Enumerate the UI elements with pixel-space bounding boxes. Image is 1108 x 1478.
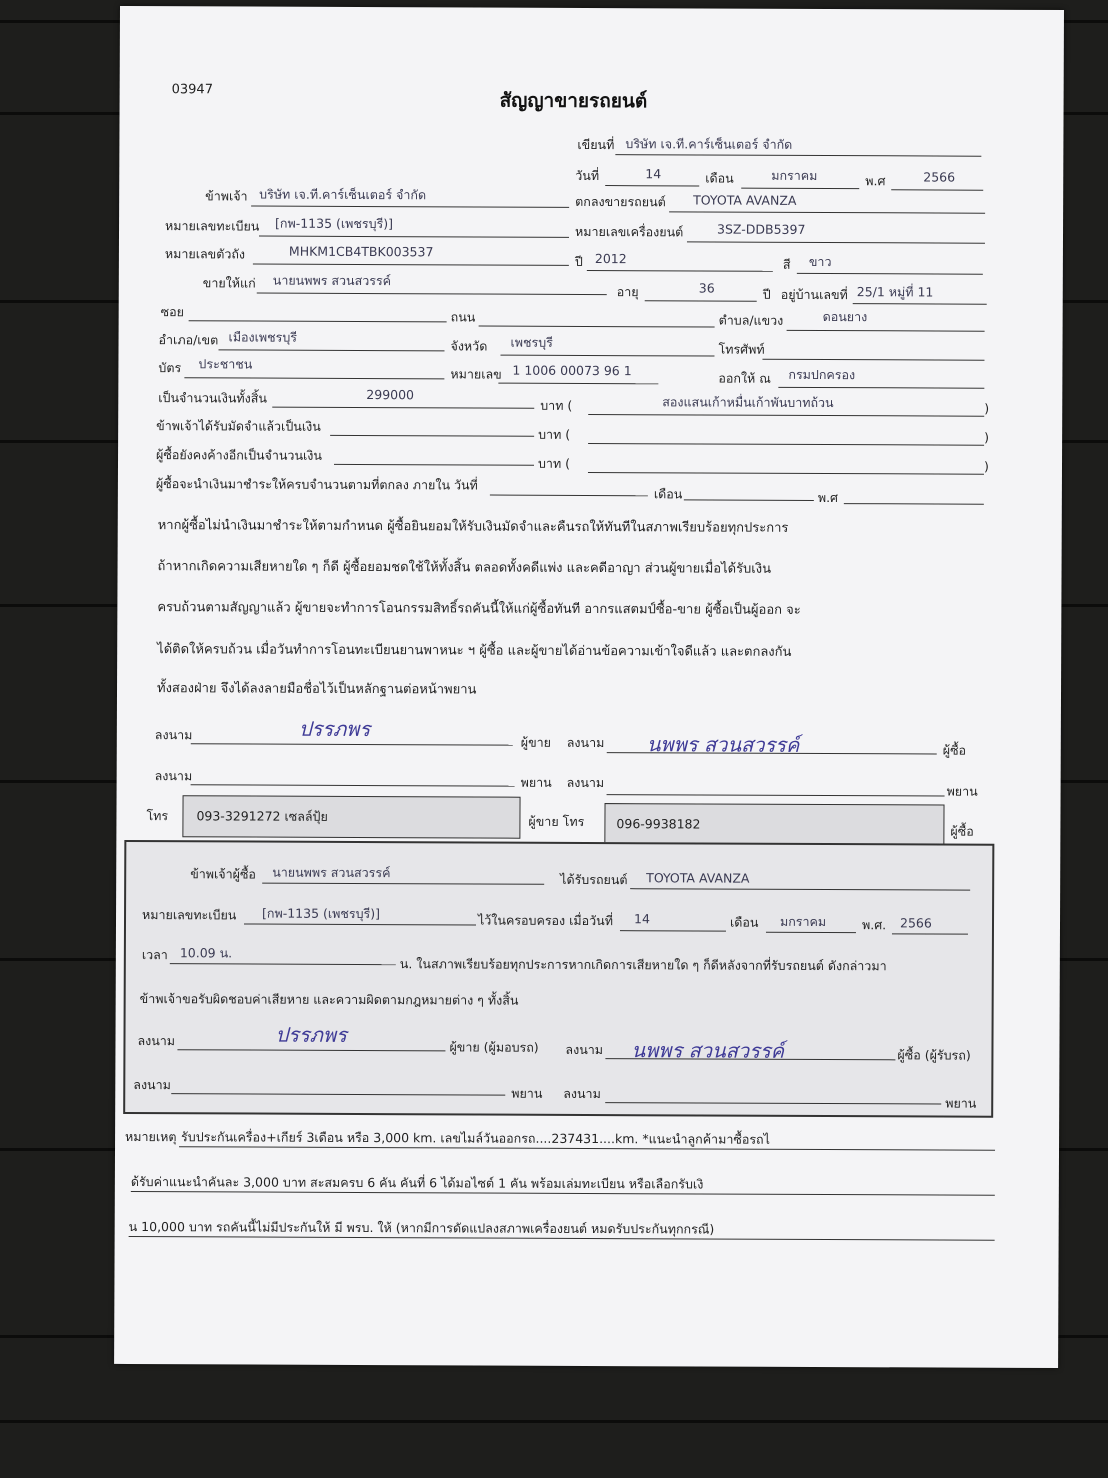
card-line [184,377,444,379]
seller-sign-label: ลงนาม [154,727,193,743]
seller-signature: ปรรภพร [298,716,371,742]
year-value: 2566 [923,169,956,185]
day-line [605,185,699,186]
soi-line [189,320,447,322]
receipt-seller-signature: ปรรภพร [275,1022,347,1047]
car-year-label: ปี [574,253,583,269]
pay-by-label: ผู้ซื้อจะนำเงินมาชำระให้ครบจำนวนตามที่ตกลง ภายใน วันที่ [155,476,478,493]
issued-label: ออกให้ ณ [718,370,771,386]
engine-value: 3SZ-DDB5397 [717,221,806,237]
total-words-line [588,414,984,417]
seller-value: บริษัท เจ.ที.คาร์เซ็นเตอร์ จำกัด [259,186,427,203]
remaining-baht-label: บาท ( [537,455,571,471]
deposit-close-paren: ) [984,429,990,445]
seller-phone-label: โทร [146,808,169,824]
year-line [891,189,983,190]
receipt-buyer-sign-label: ลงนาม [565,1041,604,1058]
receipt-buyer-value: นายนพพร สวนสวรรค์ [272,864,391,881]
witness1-sign-line [191,784,515,786]
total-close-paren: ) [984,400,990,416]
receipt-witness1-role: พยาน [511,1085,543,1101]
deposit-label: ข้าพเจ้าได้รับมัดจำแล้วเป็นเงิน [156,418,321,434]
subdistrict-value: ดอนยาง [822,309,868,325]
year-label: พ.ศ [865,173,886,189]
district-value: เมืองเพชรบุรี [228,329,298,345]
buyer-sign-label: ลงนาม [566,734,605,751]
remaining-words-line [588,472,984,475]
possession-month-value: มกราคม [779,913,827,930]
reg-label: หมายเลขทะเบียน [165,218,260,234]
engine-label: หมายเลขเครื่องยนต์ [574,223,684,240]
document-number: 03947 [171,82,214,98]
terms-line: ทั้งสองฝ่าย จึงได้ลงลายมือชื่อไว้เป็นหลักฐานต่อหน้าพยาน [156,681,477,698]
terms-line: ครบถ้วนตามสัญญาแล้ว ผู้ขายจะทำการโอนกรรมสิทธิ์รถคันนี้ให้แก่ผู้ซื้อทันที อากรแสตมป์ซื้อ-ขาย ผู้ซื้อเป็นผู้ออก จะ [157,600,801,618]
remaining-close-paren: ) [983,458,989,474]
id-line [498,383,658,385]
total-label: เป็นจำนวนเงินทั้งสิ้น [158,390,267,406]
possession-day-value: 14 [633,911,650,927]
buyer-phone-role: ผู้ซื้อ [950,823,974,839]
receipt-buyer-signature: นพพร สวนสวรรค์ [631,1038,785,1063]
total-value: 299000 [366,387,415,403]
total-words-value: สองแสนเก้าหมื่นเก้าพันบาทถ้วน [662,394,834,411]
time-label: เวลา [141,947,168,963]
possession-label: ไว้ในครอบครอง เมื่อวันที่ [477,912,614,929]
page-title: สัญญาขายรถยนต์ [499,89,648,113]
seller-phone-value: 093-3291272 เซลล์ปุ้ย [196,808,328,824]
deposit-words-line [588,443,984,446]
issued-line [778,387,984,389]
pay-month-line [684,499,814,501]
house-line [853,303,987,305]
received-label: ได้รับรถยนต์ [560,871,628,888]
written-at-line [615,154,981,157]
card-label: บัตร [158,360,182,376]
pay-be-label: พ.ศ [817,489,839,506]
possession-year-label: พ.ศ. [861,917,887,933]
written-at-label: เขียนที่ [577,136,615,153]
notes-line3: น 10,000 บาท รถคันนี้ไม่มีประกันให้ มี พรบ. ให้ (หากมีการดัดแปลงสภาพเครื่องยนต์ หมดรับประกันทุกกรณี) [128,1218,715,1237]
engine-line [687,241,985,243]
receipt-reg-label: หมายเลขทะเบียน [142,907,237,923]
receipt-witness1-sign-label: ลงนาม [133,1077,171,1093]
month-value: มกราคม [771,167,818,183]
receipt-witness2-role: พยาน [945,1095,977,1111]
phone-label: โทรศัพท์ [718,341,765,357]
car-year-line [587,270,773,272]
road-line [479,326,715,328]
reg-value: [กพ-1135 (เพชรบุรี)] [275,215,394,232]
pay-year-line [844,503,984,505]
agree-sell-label: ตกลงขายรถยนต์ [575,193,666,210]
pay-day-line [490,495,648,497]
issued-value: กรมปกครอง [788,366,856,383]
possession-year-value: 2566 [899,915,932,931]
time-suffix: น. ในสภาพเรียบร้อยทุกประการหากเกิดการเสียหายใด ๆ ก็ดีหลังจากที่รับรถยนต์ ดังกล่าวมา [399,956,887,974]
receipt-seller-sign-label: ลงนาม [137,1033,176,1049]
liability-text: ข้าพเจ้าขอรับผิดชอบค่าเสียหาย และความผิดตามกฎหมายต่าง ๆ ทั้งสิ้น [139,991,519,1008]
car-model-line [669,211,985,213]
buyer-signature: นพพร สวนสวรรค์ [646,732,800,757]
phone-line [762,359,984,361]
chassis-value: MHKM1CB4TBK003537 [288,243,434,260]
house-label: อยู่บ้านเลขที่ [780,286,848,303]
chassis-line [253,264,569,266]
receipt-seller-role: ผู้ขาย (ผู้มอบรถ) [449,1039,539,1055]
buyer-phone-value: 096-9938182 [616,816,701,832]
car-year-value: 2012 [594,251,627,267]
road-label: ถนน [450,309,476,325]
district-line [219,349,445,351]
month-label: เดือน [705,170,734,186]
id-label: หมายเลข [450,366,502,382]
contract-paper [114,6,1064,1368]
age-label: อายุ [616,284,639,300]
notes-line2: ด้รับค่าแนะนำคันละ 3,000 บาท สะสมครบ 6 คัน คันที่ 6 ได้มอไซต์ 1 คัน พร้อมเล่มทะเบียน หรือเลือกรับเงิ [130,1173,704,1192]
house-value: 25/1 หมู่ที่ 11 [856,284,934,300]
day-value: 14 [645,166,662,182]
seller-phone-role: ผู้ขาย โทร [528,813,585,829]
witness2-sign-label: ลงนาม [566,774,605,791]
terms-line: หากผู้ซื้อไม่นำเงินมาชำระให้ตามกำหนด ผู้ซื้อยินยอมให้รับเงินมัดจำและคืนรถให้ทันทีในสภาพเรียบร้อยทุกประการ [157,518,789,536]
receipt-buyer-role: ผู้ซื้อ (ผู้รับรถ) [897,1047,971,1063]
month-line [741,188,859,190]
deposit-line [330,435,534,437]
age-unit: ปี [762,286,771,302]
receipt-reg-value: [กพ-1135 (เพชรบุรี)] [262,905,381,922]
buyer-line [257,293,607,296]
color-line [797,273,983,275]
age-value: 36 [698,280,715,296]
seller-label: ข้าพเจ้า [205,188,248,204]
total-baht-label: บาท ( [540,397,573,413]
receipt-witness2-sign-label: ลงนาม [563,1085,601,1102]
card-value: ประชาชน [198,356,253,372]
remaining-line [334,464,534,466]
receipt-buyer-label: ข้าพเจ้าผู้ซื้อ [190,866,257,882]
witness1-role: พยาน [520,774,552,790]
time-value: 10.09 น. [179,945,233,961]
written-at-value: บริษัท เจ.ที.คาร์เซ็นเตอร์ จำกัด [625,136,793,152]
seller-role: ผู้ขาย [520,734,552,750]
witness2-sign-line [607,794,945,796]
date-label: วันที่ [575,167,600,184]
car-model-value: TOYOTA AVANZA [693,192,797,208]
buyer-role: ผู้ซื้อ [942,742,967,758]
possession-month-label: เดือน [729,914,759,930]
pay-month-label: เดือน [653,486,683,502]
district-label: อำเภอ/เขต [158,332,219,348]
soi-label: ซอย [160,304,185,320]
notes-line1: รับประกันเครื่อง+เกียร์ 3เดือน หรือ 3,000 km. เลขไมล์วันออกรถ....237431....km. *แนะนำลูกค้ามาซื้อรถไ [181,1129,770,1147]
terms-line: ถ้าหากเกิดความเสียหายใด ๆ ก็ดี ผู้ซื้อยอมชดใช้ให้ทั้งสิ้น ตลอดทั้งคดีแพ่ง และคดีอาญา ส่วนผู้ขายเมื่อได้รับเงิน [157,559,772,577]
witness2-role: พยาน [946,783,978,799]
received-car-value: TOYOTA AVANZA [646,870,750,886]
seller-line [251,206,569,208]
province-label: จังหวัด [450,338,488,354]
sell-to-label: ขายให้แก่ [202,275,256,291]
witness1-sign-label: ลงนาม [154,768,193,784]
color-value: ขาว [808,253,832,270]
terms-line: ได้ติดให้ครบถ้วน เมื่อวันทำการโอนทะเบียนยานพาหนะ ฯ ผู้ซื้อ และผู้ขายได้อ่านข้อความเข้าใจดีแล้ว และตกลงกัน [157,642,792,660]
deposit-baht-label: บาท ( [538,426,571,442]
buyer-value: นายนพพร สวนสวรรค์ [272,272,392,289]
id-value: 1 1006 00073 96 1 [512,362,632,379]
age-line [645,300,757,301]
province-value: เพชรบุรี [510,334,553,350]
subdistrict-label: ตำบล/แขวง [718,312,784,328]
reg-line [259,236,569,238]
notes-label: หมายเหตุ [125,1128,177,1145]
table-plank-gap [0,1420,1108,1423]
subdistrict-line [787,330,985,332]
chassis-label: หมายเลขตัวถัง [164,246,246,262]
remaining-label: ผู้ซื้อยังคงค้างอีกเป็นจำนวนเงิน [156,447,322,463]
province-line [500,355,714,357]
total-line [272,407,534,409]
color-label: สี [782,256,791,272]
